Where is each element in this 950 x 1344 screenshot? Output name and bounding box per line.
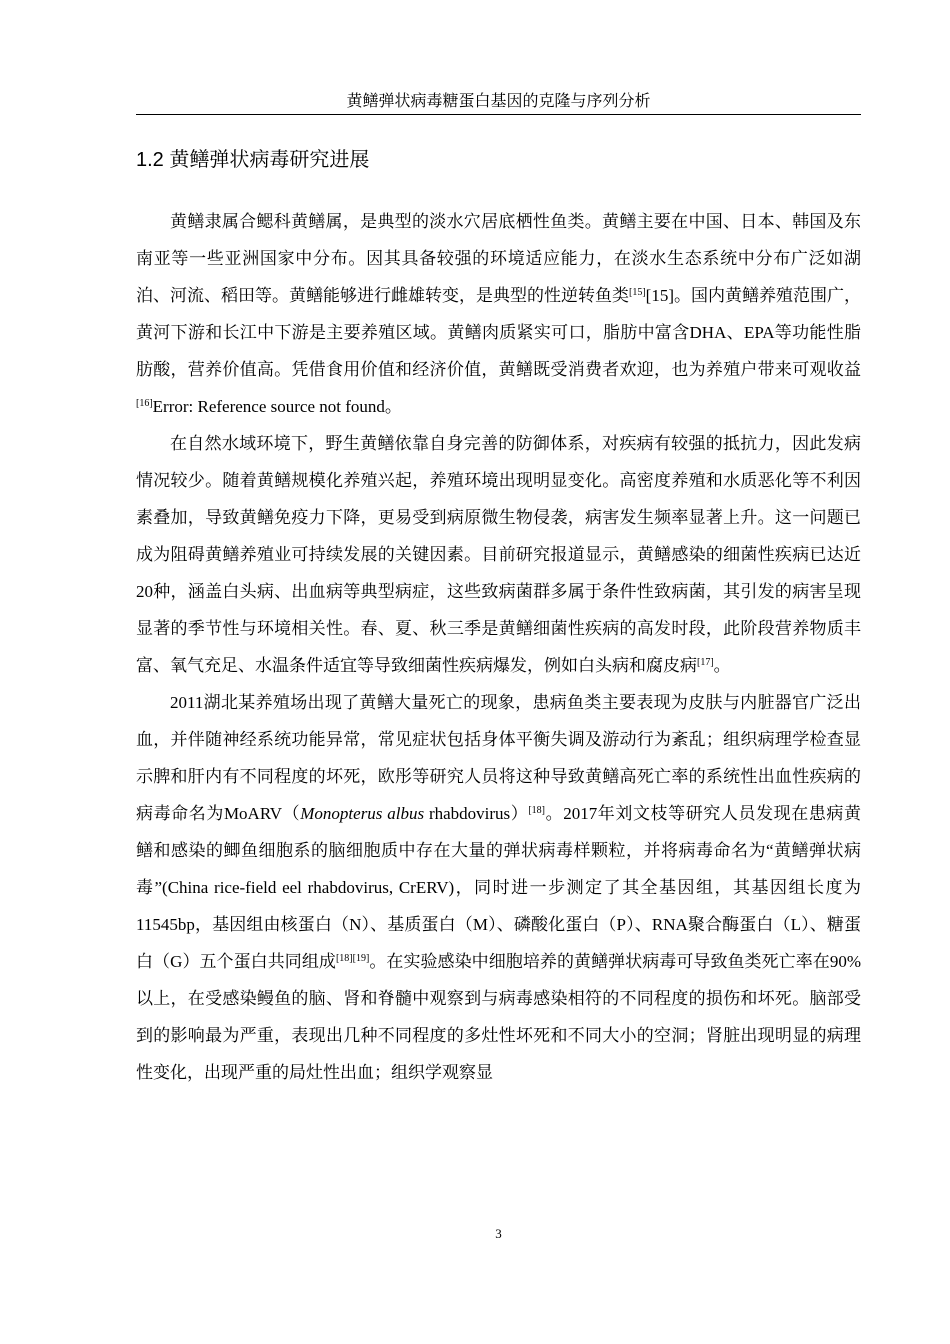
citation-15: [15] [629, 287, 646, 298]
paragraph-1-text-a: 黄鳝隶属合鳃科黄鳝属，是典型的淡水穴居底栖性鱼类。黄鳝主要在中国、日本、韩国及东南亚等一些亚洲国家中分布。因其具备较强的环境适应能力，在淡水生态系统中分布广泛如湖泊、河流、稻田等。黄鳝能够进行雌雄转变，是典型的性逆转鱼类 [136, 212, 861, 305]
page-number: 3 [495, 1226, 502, 1241]
paragraph-3-text-d: 。在实验感染中细胞培养的黄鳝弹状病毒可导致鱼类死亡率在90%以上，在受感染鳗鱼的脑、肾和脊髓中观察到与病毒感染相符的不同程度的损伤和坏死。脑部受到的影响最为严重，表现出几种不同程度的多灶性坏死和不同大小的空洞；肾脏出现明显的病理性变化，出现严重的局灶性出血；组织学观察显 [136, 952, 861, 1082]
paragraph-3-text-a: 2011湖北某养殖场出现了黄鳝大量死亡的现象，患病鱼类主要表现为皮肤与内脏器官广泛出血，并伴随神经系统功能异常，常见症状包括身体平衡失调及游动行为紊乱；组织病理学检查显示脾和肝内有不同程度的坏死，欧彤等研究人员将这种导致黄鳝高死亡率的系统性出血性疾病的病毒命名为MoARV（ [136, 693, 861, 823]
paragraph-2-text-b: 。 [713, 656, 731, 675]
species-name: Monopterus albus [300, 804, 425, 823]
paragraph-2-text-a: 在自然水域环境下，野生黄鳝依靠自身完善的防御体系，对疾病有较强的抵抗力，因此发病情况较少。随着黄鳝规模化养殖兴起，养殖环境出现明显变化。高密度养殖和水质恶化等不利因素叠加，导致黄鳝免疫力下降，更易受到病原微生物侵袭，病害发生频率显著上升。这一问题已成为阻碍黄鳝养殖业可持续发展的关键因素。目前研究报道显示，黄鳝感染的细菌性疾病已达近20种，涵盖白头病、出血病等典型病症，这些致病菌群多属于条件性致病菌，其引发的病害呈现显著的季节性与环境相关性。春、夏、秋三季是黄鳝细菌性疾病的高发时段，此阶段营养物质丰富、氧气充足、水温条件适宜等导致细菌性疾病爆发，例如白头病和腐皮病 [136, 434, 861, 675]
section-heading: 1.2 黄鳝弹状病毒研究进展 [136, 149, 370, 171]
citation-18-19: [18][19] [335, 953, 370, 964]
paragraph-3-text-b: rhabdovirus） [424, 804, 529, 823]
citation-17: [17] [697, 657, 714, 668]
paragraph-2 [136, 425, 861, 684]
paragraph-1-text-b: [15]。国内黄鳝养殖范围广，黄河下游和长江中下游是主要养殖区域。黄鳝肉质紧实可口，脂肪中富含DHA、EPA等功能性脂肪酸，营养价值高。凭借食用价值和经济价值，黄鳝既受消费者欢迎，也为养殖户带来可观收益 [136, 286, 861, 379]
body-text [136, 203, 861, 1091]
paragraph-3 [136, 684, 861, 1091]
header-rule [136, 114, 861, 115]
paragraph-1 [136, 203, 861, 425]
citation-18: [18] [528, 805, 546, 816]
running-header-title: 黄鳝弹状病毒糖蛋白基因的克隆与序列分析 [346, 93, 651, 110]
paragraph-1-text-c: Error: Reference source not found。 [152, 397, 402, 416]
paragraph-3-text-c: 。2017年刘文枝等研究人员发现在患病黄鳝和感染的鲫鱼细胞系的脑细胞质中存在大量的弹状病毒样颗粒，并将病毒命名为“黄鳝弹状病毒”(China rice-field eel rhabdovirus, CrERV)，同时进一步测定了其全基因组，其基因组长度为11545bp，基因组由核蛋白（N）、基质蛋白（M）、磷酸化蛋白（P）、RNA聚合酶蛋白（L）、糖蛋白（G）五个蛋白共同组成 [136, 804, 862, 971]
citation-16: [16] [136, 398, 153, 409]
